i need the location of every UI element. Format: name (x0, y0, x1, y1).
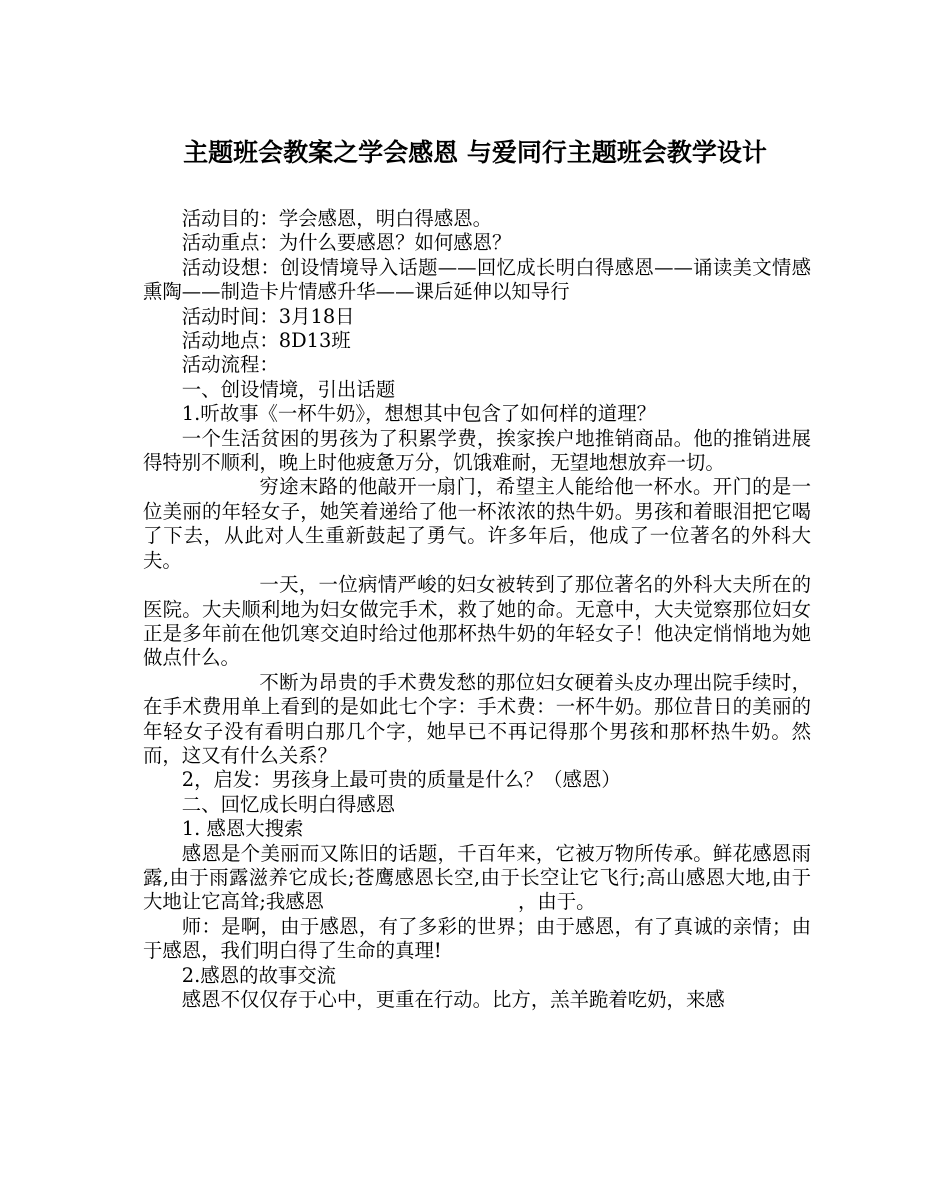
paragraph: 活动时间：3月18日 (181, 304, 355, 328)
paragraph: 穷途末路的他敲开一扇门，希望主人能给他一杯水。开门的是一位美丽的年轻女子，她笑着递给了他一杯浓浓的热牛奶。男孩和着眼泪把它喝了下去，从此对人生重新鼓起了勇气。许多年后，他成了一位著名的外科大夫。 (143, 475, 811, 572)
paragraph: 一个生活贫困的男孩为了积累学费，挨家挨户地推销商品。他的推销进展得特别不顺利，晚上时他疲惫万分，饥饿难耐，无望地想放弃一切。 (143, 426, 811, 475)
paragraph: 感恩不仅仅存于心中，更重在行动。比方，羔羊跪着吃奶，来感 (181, 988, 725, 1011)
paragraph: 活动地点：8D13班 (181, 329, 351, 353)
paragraph: 2，启发：男孩身上最可贵的质量是什么？（感恩） (181, 768, 621, 792)
paragraph: 二、回忆成长明白得感恩 (181, 792, 396, 816)
paragraph: 1.听故事《一杯牛奶》，想想其中包含了如何样的道理？ (181, 402, 656, 426)
paragraph: 师：是啊，由于感恩，有了多彩的世界；由于感恩，有了真诚的亲情；由于感恩，我们明白得了生命的真理! (143, 914, 811, 963)
paragraph: 活动流程： (181, 353, 279, 377)
paragraph: 一、创设情境，引出话题 (181, 377, 396, 401)
page-title: 主题班会教案之学会感恩 与爱同行主题班会教学设计 (183, 138, 767, 167)
paragraph: 2.感恩的故事交流 (181, 963, 337, 987)
paragraph: 一天，一位病情严峻的妇女被转到了那位著名的外科大夫所在的医院。大夫顺利地为妇女做完手术，救了她的命。无意中，大夫觉察那位妇女正是多年前在他饥寒交迫时给过他那杯热牛奶的年轻女子！他决定悄悄地为她做点什么。 (143, 573, 811, 670)
paragraph: 1. 感恩大搜索 (181, 817, 304, 841)
paragraph: 不断为昂贵的手术费发愁的那位妇女硬着头皮办理出院手续时，在手术费用单上看到的是如此七个字：手术费：一杯牛奶。那位昔日的美丽的年轻女子没有看明白那几个字，她早已不再记得那个男孩和那杯热牛奶。然而，这又有什么关系？ (143, 670, 811, 767)
paragraph: 活动设想：创设情境导入话题——回忆成长明白得感恩——诵读美文情感熏陶——制造卡片情感升华——课后延伸以知导行 (143, 255, 811, 304)
paragraph: 活动重点：为什么要感恩？如何感恩？ (181, 231, 512, 255)
paragraph: 感恩是个美丽而又陈旧的话题，千百年来，它被万物所传承。鲜花感恩雨露,由于雨露滋养它成长;苍鹰感恩长空,由于长空让它飞行;高山感恩大地,由于大地让它高耸;我感恩 ，由于。 (143, 841, 811, 914)
document-body (143, 207, 811, 1012)
paragraph: 活动目的：学会感恩，明白得感恩。 (181, 207, 493, 230)
